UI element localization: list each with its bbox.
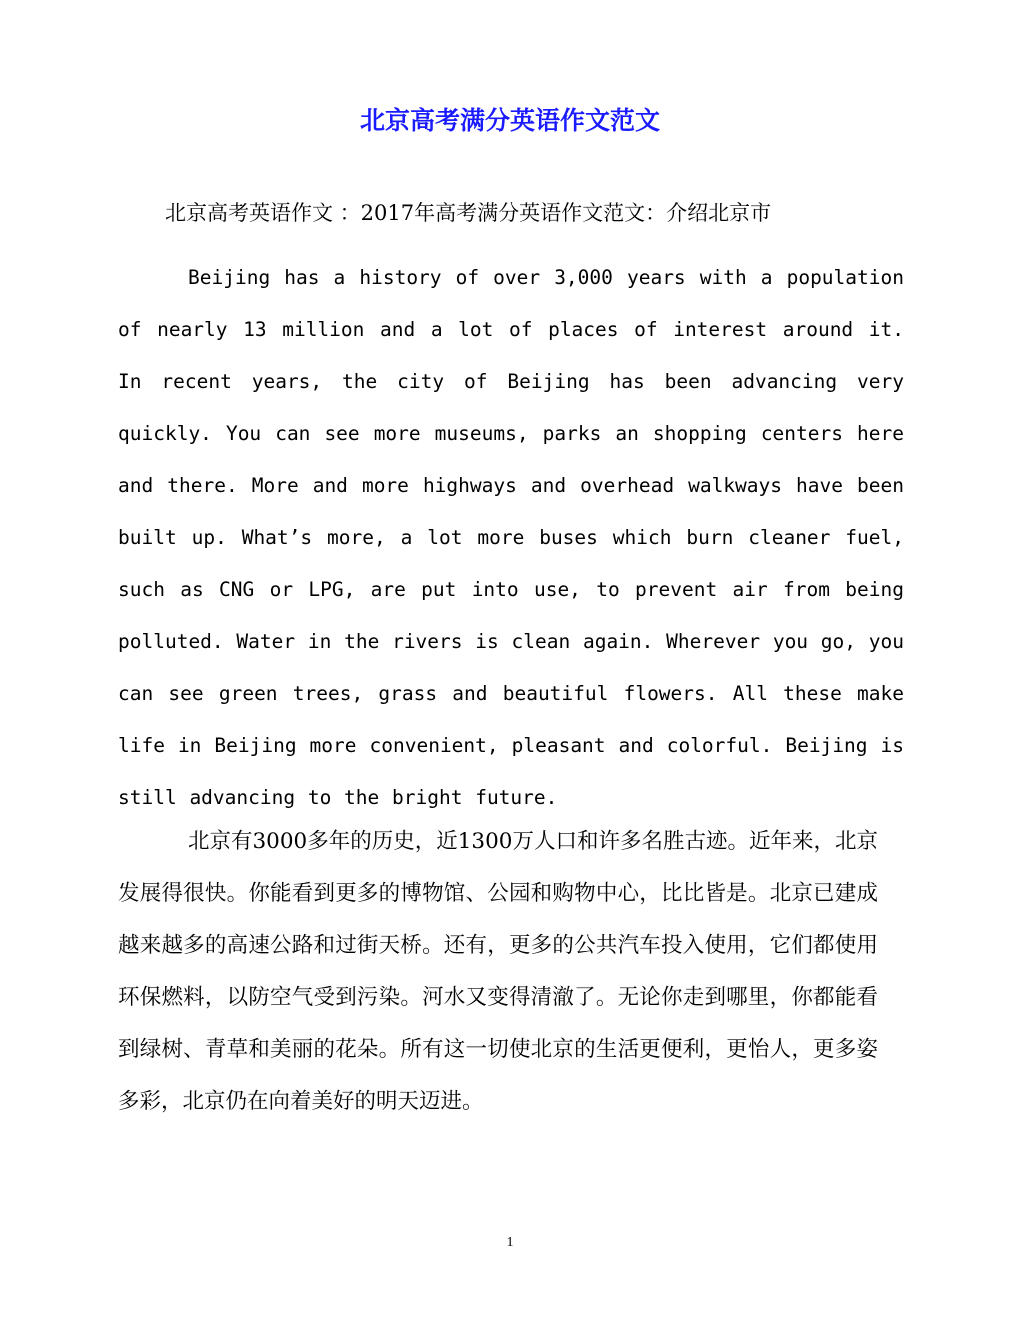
english-paragraph: Beijing has a history of over 3,000 years with a population of nearly 13 million and a lot of places of interest around it. In recent years, the city of Beijing has been advancing very quickly. You can see more museums, parks an shopping centers here and there. More and more highways and overhead walkways have been built up. What’s more, a lot more buses which burn cleaner fuel, such as CNG or LPG, are put into use, to prevent air from being polluted. Water in the rivers is clean again. Wherever you go, you can see green trees, grass and beautiful flowers. All these make life in Beijing more convenient, pleasant and colorful. Beijing is still advancing to the bright future.	[118, 266, 904, 809]
document-title: 北京高考满分英语作文范文	[359, 106, 660, 135]
page-number: 1	[506, 1235, 514, 1250]
document-subtitle: 北京高考英语作文 ：2017年高考满分英语作文范文：介绍北京市	[165, 201, 772, 225]
chinese-paragraph: 北京有3000多年的历史，近1300万人口和许多名胜古迹。近年来，北京发展得很快。你能看到更多的博物馆、公园和购物中心，比比皆是。北京已建成越来越多的高速公路和过街天桥。还有，更多的公共汽车投入使用，它们都使用环保燃料，以防空气受到污染。河水又变得清澈了。无论你走到哪里，你都能看到绿树、青草和美丽的花朵。所有这一切使北京的生活更便利，更怡人，更多姿多彩，北京仍在向着美好的明天迈进。	[118, 829, 878, 1114]
